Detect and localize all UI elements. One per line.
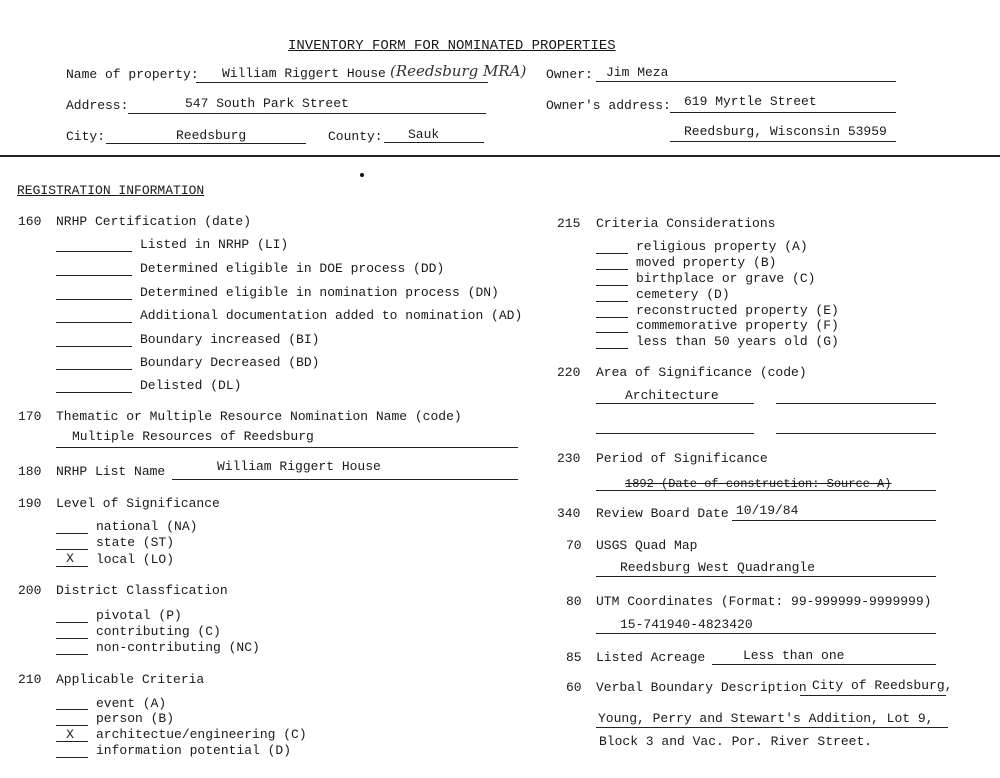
header-divider: [0, 155, 1000, 157]
owner-city-value: Reedsburg, Wisconsin 53959: [684, 124, 887, 139]
section-160-title: NRHP Certification (date): [56, 214, 252, 229]
blank-st: [56, 549, 88, 550]
section-170-title: Thematic or Multiple Resource Nomination Name (code): [56, 409, 462, 424]
owner-address-label: Owner's address:: [546, 98, 671, 113]
section-60-code: 60: [566, 680, 582, 695]
section-190-code: 190: [18, 496, 42, 511]
item-160-ad: Additional documentation added to nomination (AD): [140, 308, 523, 323]
item-160-bd: Boundary Decreased (BD): [140, 355, 320, 370]
item-215-c: birthplace or grave (C): [636, 271, 816, 286]
owner-city-underline: [670, 141, 896, 142]
item-210-b: person (B): [96, 711, 175, 726]
city-underline: [106, 143, 306, 144]
blank-p: [56, 622, 88, 623]
section-85-title: Listed Acreage: [596, 650, 706, 665]
section-340-title: Review Board Date: [596, 506, 729, 521]
blank-nc: [56, 654, 88, 655]
area-line-3: [596, 433, 754, 434]
item-200-c: contributing (C): [96, 624, 221, 639]
section-230-code: 230: [557, 451, 581, 466]
blank-215f: [596, 332, 628, 333]
address-value: 547 South Park Street: [185, 96, 349, 111]
area-line-4: [776, 433, 936, 434]
section-80-code: 80: [566, 594, 582, 609]
item-200-nc: non-contributing (NC): [96, 640, 260, 655]
section-180-code: 180: [18, 464, 42, 479]
section-340-underline: [732, 520, 936, 521]
item-210-a: event (A): [96, 696, 167, 711]
blank-lo: [56, 566, 88, 567]
owner-value: Jim Meza: [606, 65, 669, 80]
blank-215b: [596, 269, 628, 270]
section-60-underline-1: [800, 695, 946, 696]
section-340-code: 340: [557, 506, 581, 521]
registration-heading: REGISTRATION INFORMATION: [17, 183, 205, 198]
form-title: INVENTORY FORM FOR NOMINATED PROPERTIES: [288, 38, 616, 54]
blank-ad: [56, 322, 132, 323]
blank-li: [56, 251, 132, 252]
county-value: Sauk: [408, 127, 440, 142]
section-230-value: 1892 (Date of construction: Source A): [625, 477, 892, 491]
section-85-underline: [712, 664, 936, 665]
section-80-title: UTM Coordinates (Format: 99-999999-9999999): [596, 594, 932, 609]
section-220-value: Architecture: [625, 388, 719, 403]
name-value: William Riggert House: [222, 66, 386, 81]
section-210-title: Applicable Criteria: [56, 672, 205, 687]
blank-215g: [596, 348, 628, 349]
section-220-code: 220: [557, 365, 581, 380]
blank-na: [56, 533, 88, 534]
area-line-2: [776, 403, 936, 404]
item-160-li: Listed in NRHP (LI): [140, 237, 289, 252]
blank-bd: [56, 369, 132, 370]
section-60-underline-2: [596, 727, 948, 728]
item-215-a: religious property (A): [636, 239, 808, 254]
section-85-value: Less than one: [743, 648, 845, 663]
blank-215e: [596, 317, 628, 318]
section-340-value: 10/19/84: [736, 503, 799, 518]
section-60-title: Verbal Boundary Description: [596, 680, 807, 695]
section-180-underline: [172, 479, 518, 480]
stray-dot: [360, 173, 364, 177]
blank-dn: [56, 299, 132, 300]
section-170-code: 170: [18, 409, 42, 424]
blank-bi: [56, 346, 132, 347]
owner-address-underline: [670, 112, 896, 113]
name-underline: [196, 82, 488, 83]
section-200-title: District Classfication: [56, 583, 228, 598]
address-underline: [128, 113, 486, 114]
item-160-dd: Determined eligible in DOE process (DD): [140, 261, 445, 276]
address-label: Address:: [66, 98, 129, 113]
item-215-b: moved property (B): [636, 255, 777, 270]
item-215-f: commemorative property (F): [636, 318, 839, 333]
section-70-title: USGS Quad Map: [596, 538, 698, 553]
owner-label: Owner:: [546, 67, 593, 82]
section-60-line1: City of Reedsburg,: [812, 678, 953, 693]
item-215-d: cemetery (D): [636, 287, 730, 302]
section-180-title: NRHP List Name: [56, 464, 166, 479]
blank-215d: [596, 301, 628, 302]
section-70-underline: [596, 576, 936, 577]
section-160-code: 160: [18, 214, 42, 229]
item-190-st: state (ST): [96, 535, 175, 550]
item-160-bi: Boundary increased (BI): [140, 332, 320, 347]
section-215-title: Criteria Considerations: [596, 216, 776, 231]
city-label: City:: [66, 129, 106, 144]
owner-underline: [596, 81, 896, 82]
city-value: Reedsburg: [176, 128, 247, 143]
item-190-lo: local (LO): [96, 552, 175, 567]
blank-a: [56, 709, 88, 710]
section-60-line3: Block 3 and Vac. Por. River Street.: [599, 734, 873, 749]
item-215-g: less than 50 years old (G): [636, 334, 839, 349]
item-210-c: architectue/engineering (C): [96, 727, 307, 742]
section-230-underline: [596, 490, 936, 491]
item-190-na: national (NA): [96, 519, 198, 534]
section-200-code: 200: [18, 583, 42, 598]
section-80-value: 15-741940-4823420: [620, 617, 753, 632]
county-label: County:: [328, 129, 383, 144]
section-80-underline: [596, 633, 936, 634]
check-mark-local: X: [66, 551, 74, 566]
check-mark-architecture: X: [66, 727, 74, 742]
item-200-p: pivotal (P): [96, 608, 182, 623]
section-85-code: 85: [566, 650, 582, 665]
owner-address-value: 619 Myrtle Street: [684, 94, 817, 109]
item-160-dn: Determined eligible in nomination process (DN): [140, 285, 499, 300]
blank-dl: [56, 392, 132, 393]
blank-215a: [596, 253, 628, 254]
blank-c2: [56, 741, 88, 742]
item-160-dl: Delisted (DL): [140, 378, 242, 393]
item-210-d: information potential (D): [96, 743, 292, 758]
name-label: Name of property:: [66, 67, 199, 82]
section-215-code: 215: [557, 216, 581, 231]
item-215-e: reconstructed property (E): [636, 303, 839, 318]
blank-215c: [596, 285, 628, 286]
section-230-title: Period of Significance: [596, 451, 768, 466]
blank-c: [56, 638, 88, 639]
section-70-code: 70: [566, 538, 582, 553]
area-line-1: [596, 403, 754, 404]
blank-b: [56, 725, 88, 726]
section-170-value: Multiple Resources of Reedsburg: [72, 429, 314, 444]
section-220-title: Area of Significance (code): [596, 365, 807, 380]
name-handwritten-note: (Reedsburg MRA): [390, 62, 527, 80]
section-190-title: Level of Significance: [56, 496, 220, 511]
blank-dd: [56, 275, 132, 276]
section-60-line2: Young, Perry and Stewart's Addition, Lot 9,: [598, 711, 934, 726]
section-210-code: 210: [18, 672, 42, 687]
blank-d: [56, 757, 88, 758]
county-underline: [384, 142, 484, 143]
section-70-value: Reedsburg West Quadrangle: [620, 560, 816, 575]
section-180-value: William Riggert House: [217, 459, 381, 474]
section-170-underline: [56, 447, 518, 448]
